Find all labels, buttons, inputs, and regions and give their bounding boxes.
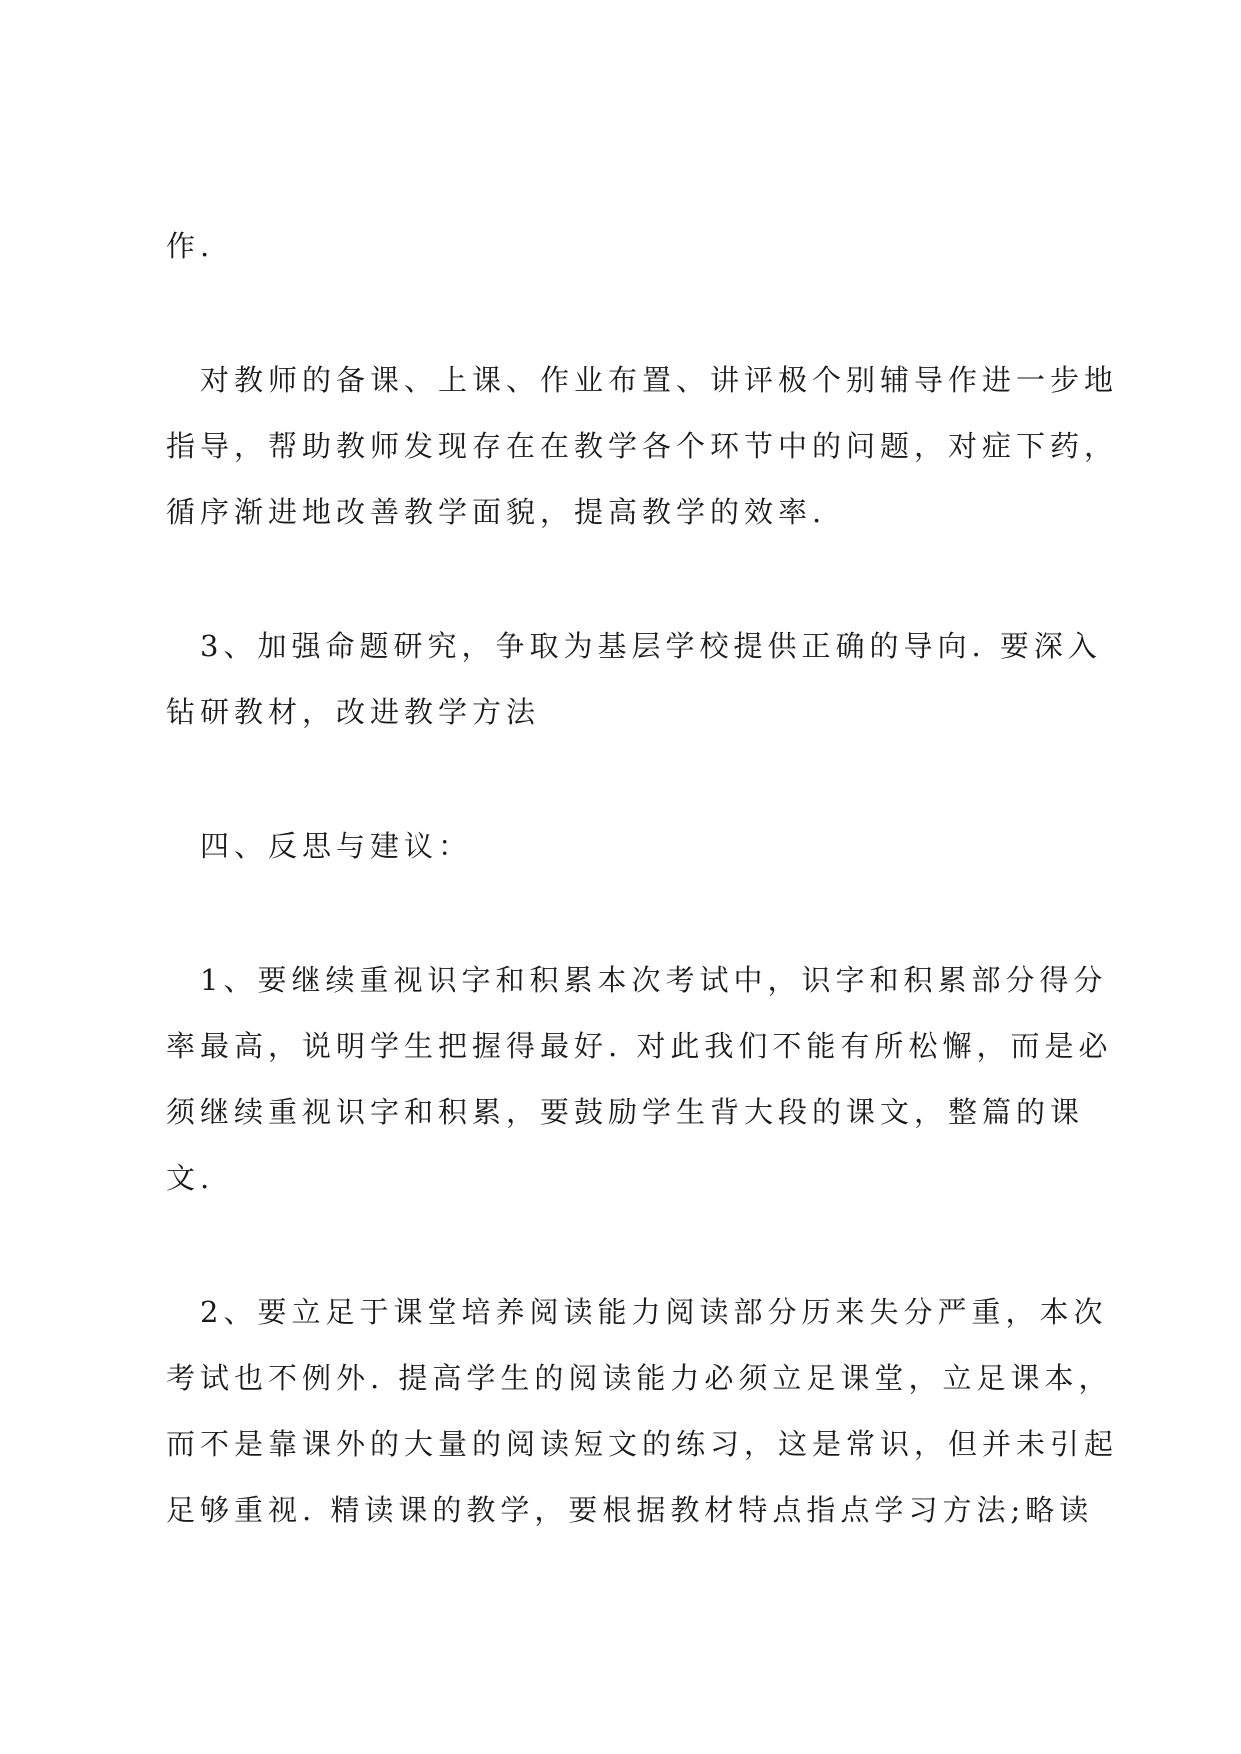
paragraph-line: 2、要立足于课堂培养阅读能力阅读部分历来失分严重，本次 [200,1295,1108,1329]
paragraph-line: 足够重视. 精读课的教学，要根据教材特点指点学习方法;略读 [166,1493,1094,1527]
paragraph-continuation-line: 作. [166,229,215,263]
paragraph-line: 对教师的备课、上课、作业布置、讲评极个别辅导作进一步地 [200,363,1119,397]
paragraph-line: 循序渐进地改善教学面貌，提高教学的效率. [166,495,827,529]
section-heading: 四、反思与建议： [200,829,473,863]
paragraph-line: 3、加强命题研究，争取为基层学校提供正确的导向. 要深入 [200,629,1102,663]
paragraph-line: 1、要继续重视识字和积累本次考试中，识字和积累部分得分 [200,963,1108,997]
paragraph-line: 考试也不例外. 提高学生的阅读能力必须立足课堂，立足课本， [166,1361,1113,1395]
paragraph-line: 指导，帮助教师发现存在在教学各个环节中的问题，对症下药， [166,429,1119,463]
paragraph-line: 率最高，说明学生把握得最好. 对此我们不能有所松懈，而是必 [166,1029,1113,1063]
paragraph-line: 文. [166,1161,215,1195]
paragraph-line: 钻研教材，改进教学方法 [166,695,541,729]
paragraph-line: 而不是靠课外的大量的阅读短文的练习，这是常识，但并未引起 [166,1427,1119,1461]
paragraph-line: 须继续重视识字和积累，要鼓励学生背大段的课文，整篇的课 [166,1095,1085,1129]
